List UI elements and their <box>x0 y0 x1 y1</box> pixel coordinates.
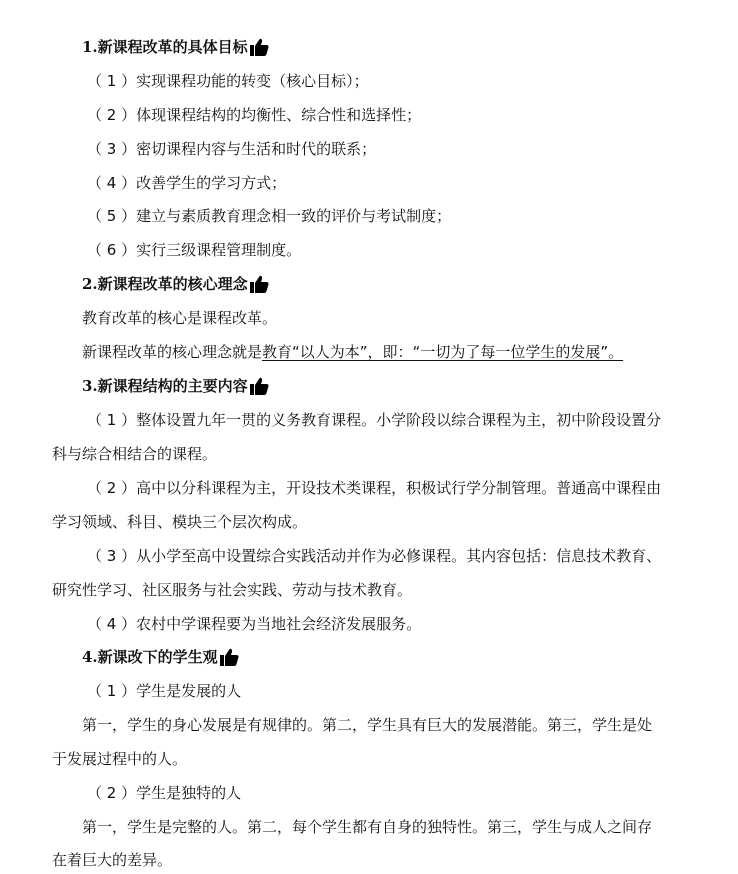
goal-item-5: （ 5 ）建立与素质教育理念相一致的评价与考试制度； <box>87 207 452 225</box>
structure-item-3: （ 3 ）从小学至高中设置综合实践活动并作为必修课程。其内容包括：信息技术教育、 <box>87 547 662 565</box>
student-view-sub-2-text: 第一，学生是完整的人。第二，每个学生都有自身的独特性。第三，学生与成人之间存 <box>82 818 653 836</box>
structure-item-2: （ 2 ）高中以分科课程为主，开设技术类课程，积极试行学分制管理。普通高中课程由 <box>87 479 662 497</box>
thumbs-up-icon <box>220 648 239 671</box>
structure-item-2-cont: 学习领域、科目、模块三个层次构成。 <box>52 513 308 531</box>
core-concept-line-2: 新课程改革的核心理念就是教育“以人为本”，即：“一切为了每一位学生的发展”。 <box>82 343 624 361</box>
section-3-heading: 3.新课程结构的主要内容 <box>82 376 738 400</box>
goal-item-4: （ 4 ）改善学生的学习方式； <box>87 174 287 192</box>
section-4-heading: 4.新课改下的学生观 <box>82 647 738 671</box>
section-1-heading: 1.新课程改革的具体目标 <box>82 37 738 61</box>
structure-item-3-cont: 研究性学习、社区服务与社会实践、劳动与技术教育。 <box>52 581 413 599</box>
underlined-core-concept: 教育“以人为本”，即：“一切为了每一位学生的发展”。 <box>262 343 624 361</box>
structure-item-1-cont: 科与综合相结合的课程。 <box>52 445 218 463</box>
student-view-sub-1: （ 1 ）学生是发展的人 <box>87 682 242 700</box>
goal-item-3: （ 3 ）密切课程内容与生活和时代的联系； <box>87 140 377 158</box>
thumbs-up-icon <box>250 377 269 400</box>
structure-item-1: （ 1 ）整体设置九年一贯的义务教育课程。小学阶段以综合课程为主，初中阶段设置分 <box>87 411 662 429</box>
student-view-sub-1-text-cont: 于发展过程中的人。 <box>52 750 188 768</box>
goal-item-1: （ 1 ）实现课程功能的转变（核心目标）； <box>87 72 369 90</box>
student-view-sub-2-text-cont: 在着巨大的差异。 <box>52 851 173 869</box>
student-view-sub-1-text: 第一，学生的身心发展是有规律的。第二，学生具有巨大的发展潜能。第三，学生是处 <box>82 716 653 734</box>
student-view-sub-2: （ 2 ）学生是独特的人 <box>87 784 242 802</box>
goal-item-2: （ 2 ）体现课程结构的均衡性、综合性和选择性； <box>87 106 422 124</box>
thumbs-up-icon <box>250 275 269 298</box>
structure-item-4: （ 4 ）农村中学课程要为当地社会经济发展服务。 <box>87 615 422 633</box>
goal-item-6: （ 6 ）实行三级课程管理制度。 <box>87 241 302 259</box>
core-concept-line-1: 教育改革的核心是课程改革。 <box>82 309 278 327</box>
section-2-heading: 2.新课程改革的核心理念 <box>82 274 738 298</box>
thumbs-up-icon <box>250 38 269 61</box>
